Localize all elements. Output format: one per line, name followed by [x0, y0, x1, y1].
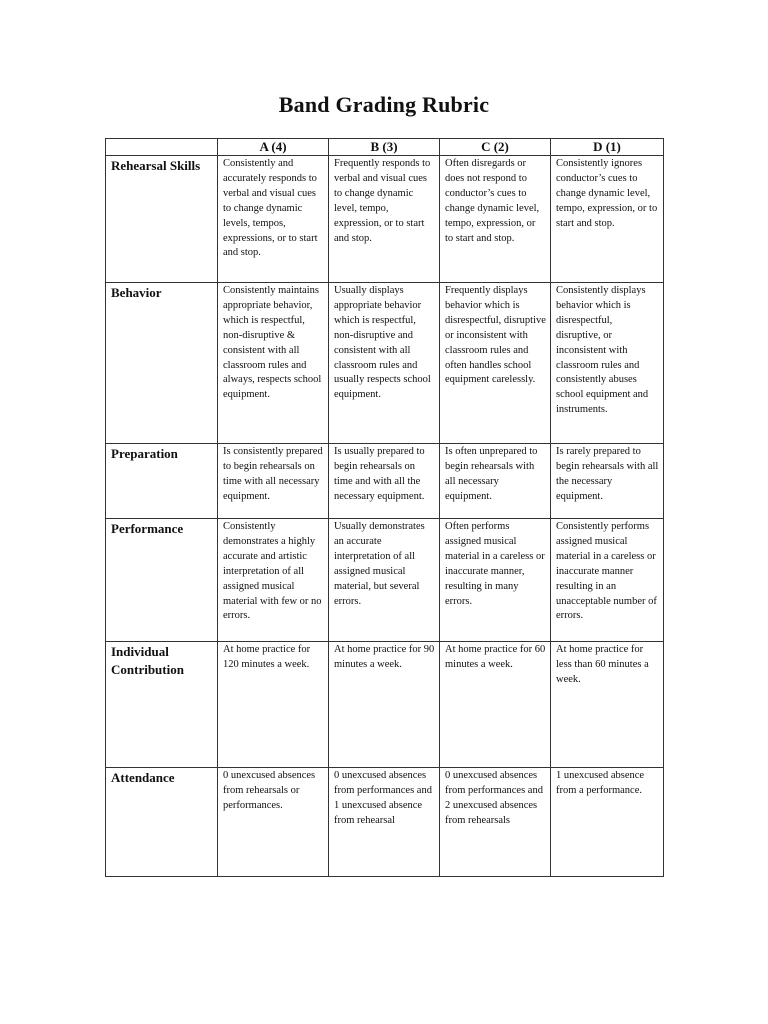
rubric-cell: Consistently maintains appropriate behavior, which is respectful, non-disruptive & consistent with all classroom rules and always, respects school equipment. — [218, 283, 329, 444]
rubric-cell: At home practice for 120 minutes a week. — [218, 642, 329, 768]
header-row — [106, 139, 664, 156]
rubric-cell: Is rarely prepared to begin rehearsals with all the necessary equipment. — [551, 444, 664, 519]
table-row — [106, 768, 664, 877]
header-cell-a: A (4) — [218, 139, 329, 156]
table-row — [106, 156, 664, 283]
rubric-cell: 1 unexcused absence from a performance. — [551, 768, 664, 877]
rubric-cell: Usually demonstrates an accurate interpretation of all assigned musical material, but several errors. — [329, 519, 440, 642]
rubric-cell: Frequently displays behavior which is disrespectful, disruptive or inconsistent with classroom rules and often handles school equipment carelessly. — [440, 283, 551, 444]
rubric-cell: 0 unexcused absences from performances and 1 unexcused absence from rehearsal — [329, 768, 440, 877]
rubric-cell: At home practice for less than 60 minutes a week. — [551, 642, 664, 768]
rubric-cell: Often performs assigned musical material in a careless or inaccurate manner, resulting in many errors. — [440, 519, 551, 642]
table-row — [106, 642, 664, 768]
header-cell-blank — [106, 139, 218, 156]
criterion-behavior: Behavior — [106, 283, 218, 444]
rubric-cell: Consistently ignores conductor’s cues to change dynamic level, tempo, expression, or to start and stop. — [551, 156, 664, 283]
rubric-cell: Frequently responds to verbal and visual cues to change dynamic level, tempo, expression, or to start and stop. — [329, 156, 440, 283]
rubric-cell: Consistently and accurately responds to verbal and visual cues to change dynamic levels, tempos, expressions, or to start and stop. — [218, 156, 329, 283]
criterion-preparation: Preparation — [106, 444, 218, 519]
criterion-performance: Performance — [106, 519, 218, 642]
header-cell-c: C (2) — [440, 139, 551, 156]
rubric-cell: 0 unexcused absences from performances and 2 unexcused absences from rehearsals — [440, 768, 551, 877]
rubric-cell: Consistently displays behavior which is disrespectful, disruptive, or inconsistent with classroom rules and consistently abuses school equipment and instruments. — [551, 283, 664, 444]
rubric-cell: Usually displays appropriate behavior which is respectful, non-disruptive and consistent with all classroom rules and usually respects school equipment. — [329, 283, 440, 444]
criterion-individual-contribution: Individual Contribution — [106, 642, 218, 768]
criterion-rehearsal-skills: Rehearsal Skills — [106, 156, 218, 283]
header-cell-d: D (1) — [551, 139, 664, 156]
table-row — [106, 283, 664, 444]
rubric-cell: 0 unexcused absences from rehearsals or performances. — [218, 768, 329, 877]
rubric-cell: At home practice for 60 minutes a week. — [440, 642, 551, 768]
rubric-cell: Is consistently prepared to begin rehearsals on time with all necessary equipment. — [218, 444, 329, 519]
rubric-cell: Consistently demonstrates a highly accurate and artistic interpretation of all assigned musical material with few or no errors. — [218, 519, 329, 642]
rubric-cell: At home practice for 90 minutes a week. — [329, 642, 440, 768]
table-row — [106, 444, 664, 519]
table-row — [106, 519, 664, 642]
rubric-cell: Consistently performs assigned musical material in a careless or inaccurate manner resulting in an unacceptable number of errors. — [551, 519, 664, 642]
header-cell-b: B (3) — [329, 139, 440, 156]
criterion-attendance: Attendance — [106, 768, 218, 877]
rubric-cell: Is usually prepared to begin rehearsals on time and with all the necessary equipment. — [329, 444, 440, 519]
rubric-cell: Often disregards or does not respond to conductor’s cues to change dynamic level, tempo, expression, or to start and stop. — [440, 156, 551, 283]
rubric-cell: Is often unprepared to begin rehearsals with all necessary equipment. — [440, 444, 551, 519]
page-title: Band Grading Rubric — [278, 92, 490, 117]
rubric-table — [105, 138, 664, 877]
